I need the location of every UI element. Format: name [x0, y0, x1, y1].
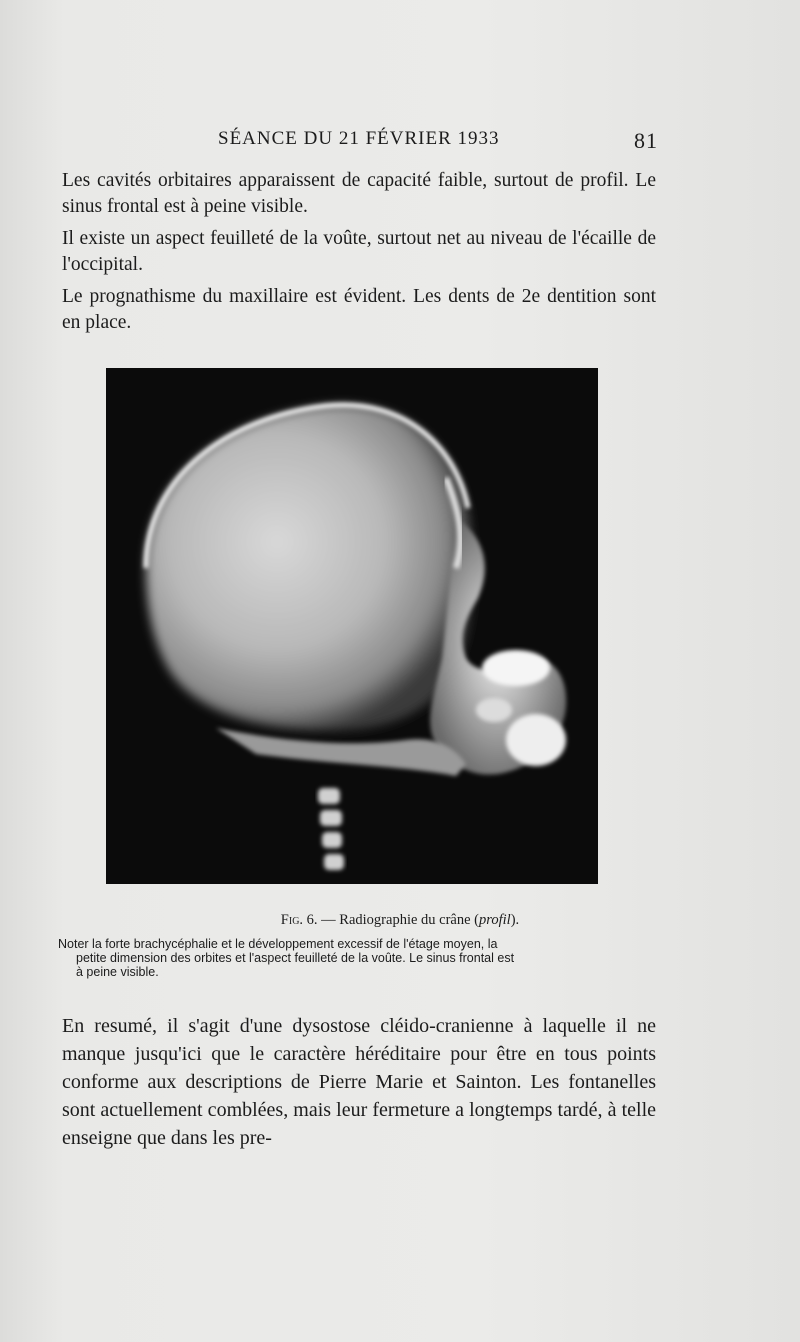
note-line-1: Noter la forte brachycéphalie et le développement excessif de l'étage moyen, la [58, 937, 498, 951]
figure-note [58, 937, 654, 979]
note-line-2: petite dimension des orbites et l'aspect feuilleté de la voûte. Le sinus frontal est [76, 951, 515, 965]
paragraph-orbits: Les cavités orbitaires apparaissent de capacité faible, surtout de profil. Le sinus frontal est à peine visible. [62, 170, 656, 217]
skull-radiograph-figure [106, 368, 598, 884]
paragraph-summary: En resumé, il s'agit d'une dysostose cléido-cranienne à laquelle il ne manque jusqu'ici que le caractère héréditaire pour être en tous points conforme aux descriptions de Pierre Marie et Sainton. Les fontanelles sont actuellement comblées, mais leur fermeture a longtemps tardé, à telle enseigne que dans les pre- [62, 1015, 656, 1149]
figure-label: Fig. 6. [280, 912, 318, 928]
skull-radiograph-image [106, 368, 598, 884]
figure-caption [0, 912, 800, 929]
caption-italic: profil [479, 912, 511, 928]
running-header [218, 128, 658, 153]
running-title: SÉANCE DU 21 FÉVRIER 1933 [218, 128, 500, 149]
page-number: 81 [634, 128, 658, 153]
note-line-3: à peine visible. [76, 965, 159, 979]
caption-dash: — [317, 912, 340, 928]
caption-text: Radiographie du crâne ( [339, 912, 480, 928]
paragraph-prognathism: Le prognathisme du maxillaire est évident. Les dents de 2e dentition sont en place. [62, 286, 656, 333]
paragraph-vault: Il existe un aspect feuilleté de la voûte, surtout net au niveau de l'écaille de l'occipital. [62, 228, 656, 275]
caption-end: ). [510, 912, 520, 928]
